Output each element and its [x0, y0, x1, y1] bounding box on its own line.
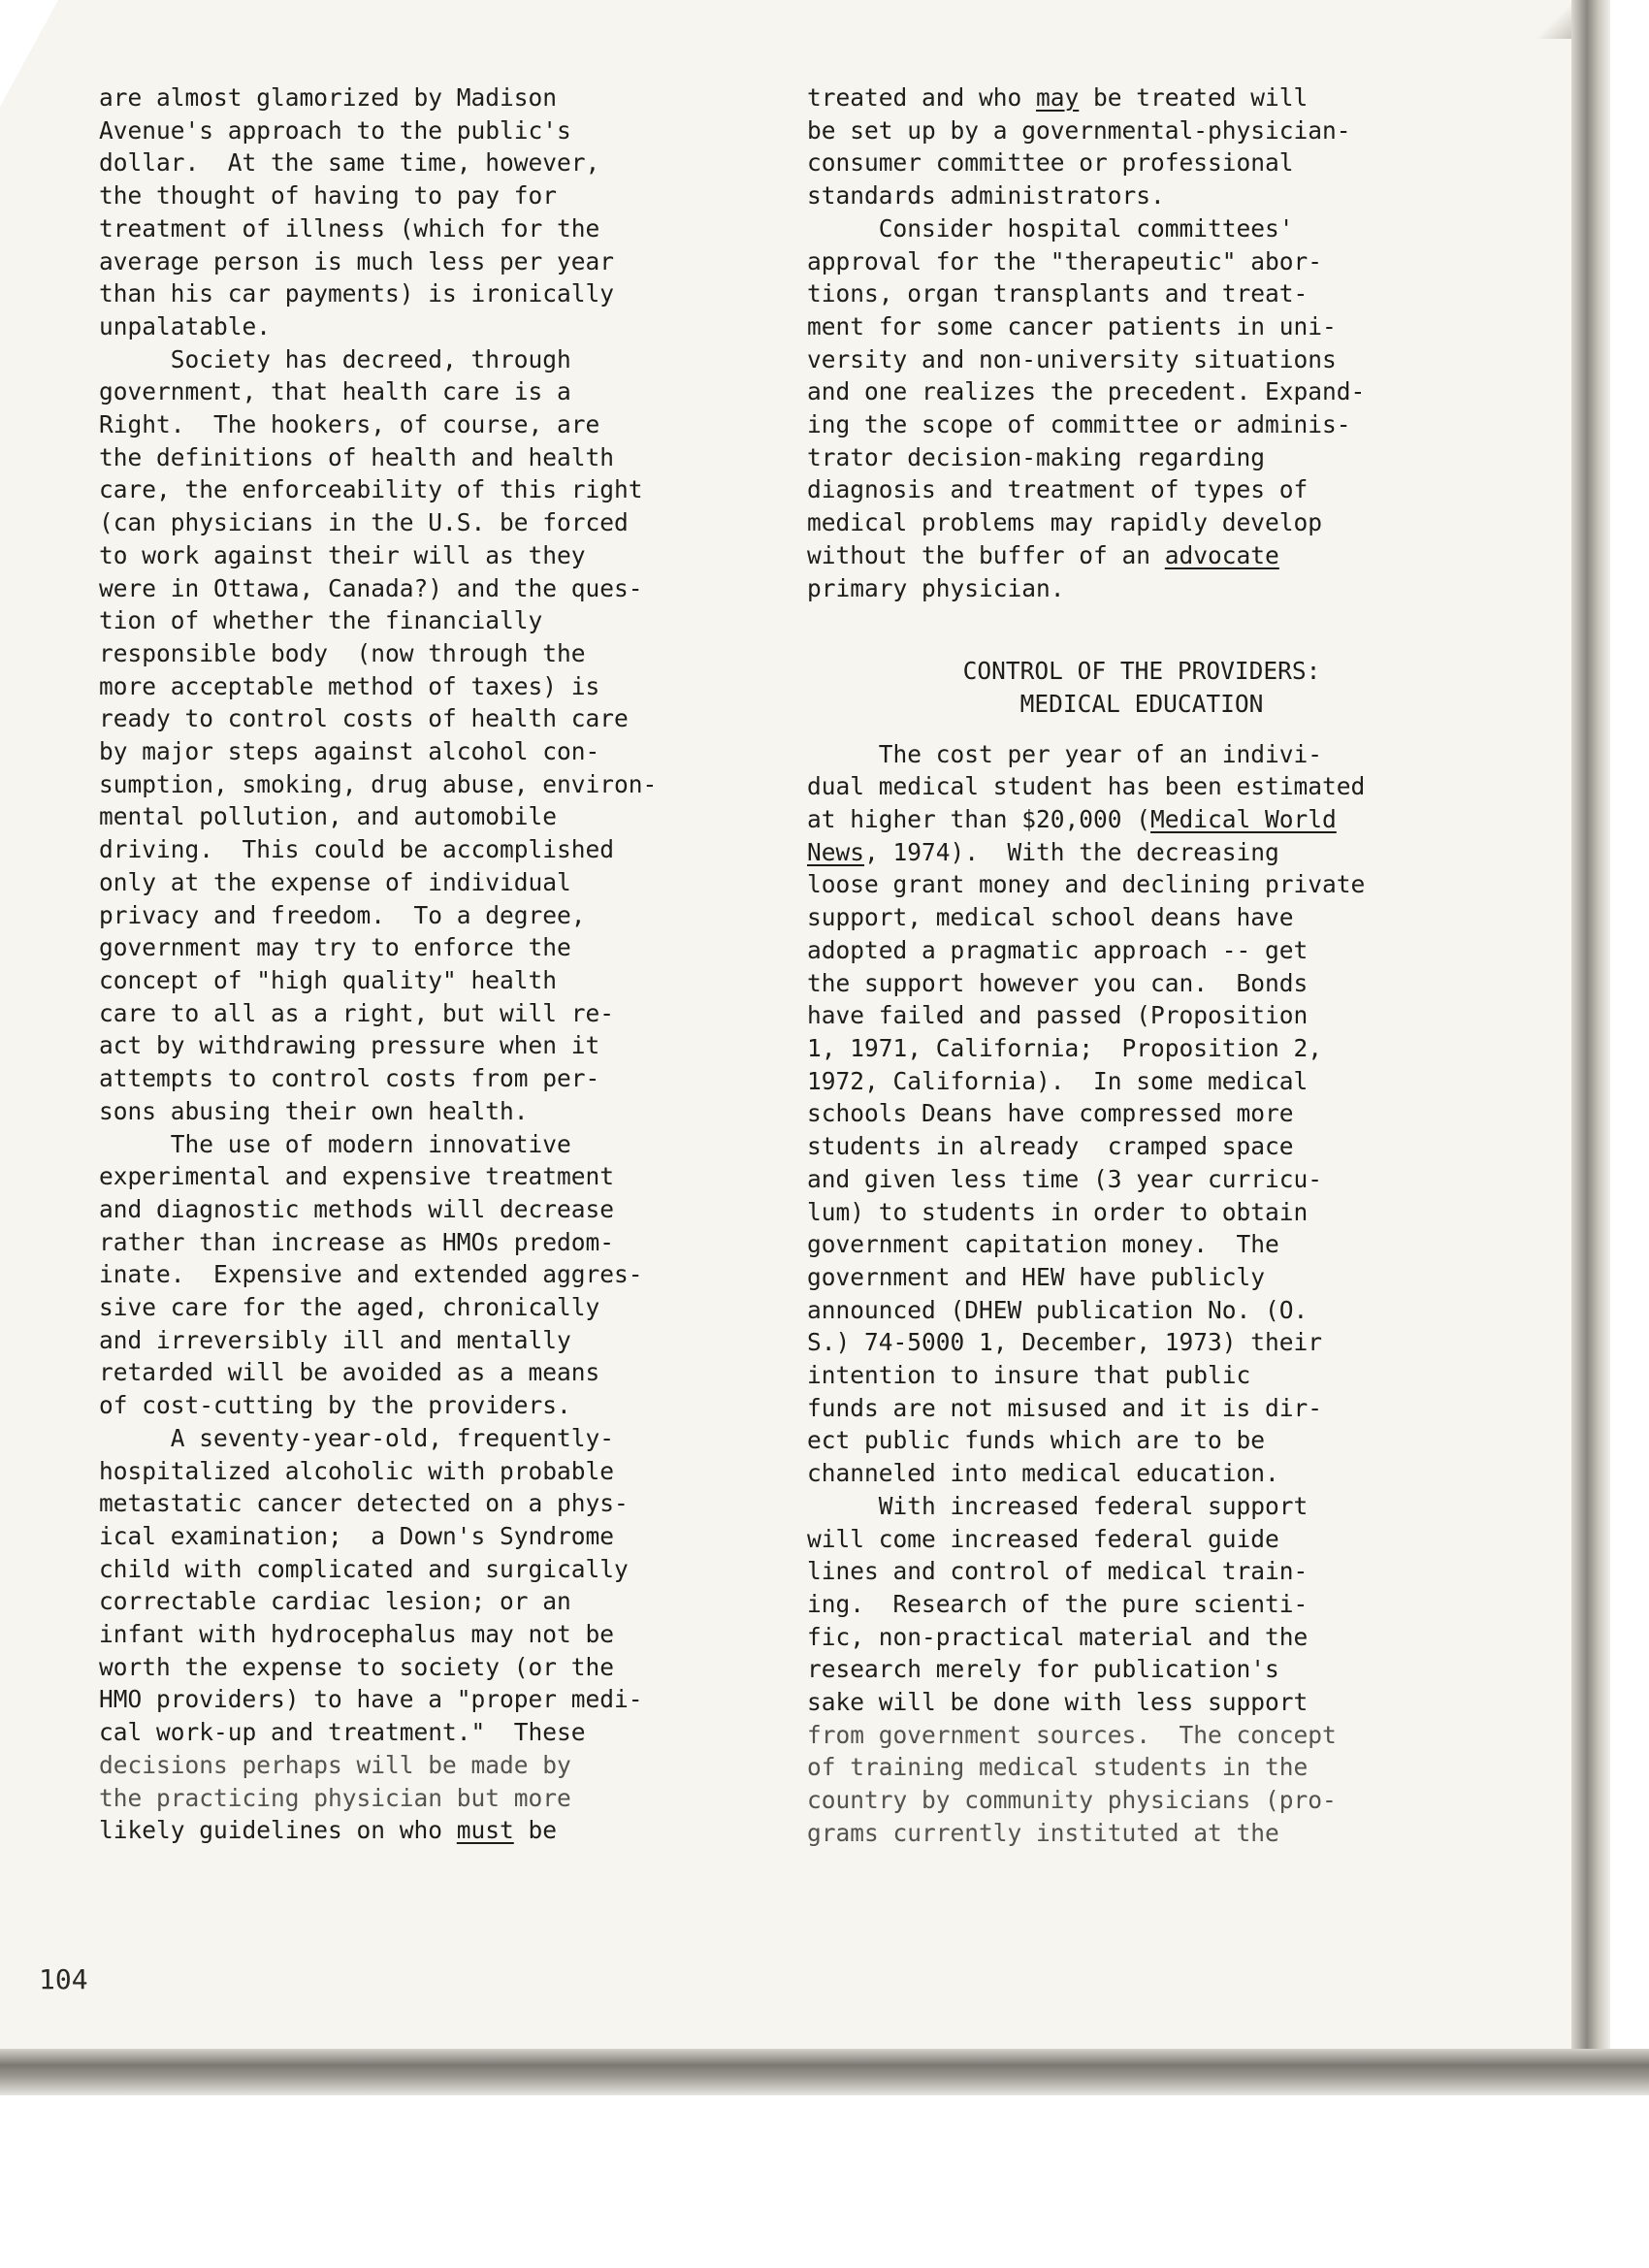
text-line: government may try to enforce the: [99, 933, 571, 962]
text-line: standards administrators.: [807, 181, 1165, 211]
text-line: only at the expense of individual: [99, 867, 571, 896]
text-line: care to all as a right, but will re-: [99, 998, 615, 1027]
text-line: are almost glamorized by Madison: [99, 83, 558, 112]
heading-line: MEDICAL EDUCATION: [1019, 689, 1264, 718]
text-line: The cost per year of an indivi-: [807, 739, 1323, 768]
text-line: the support however you can. Bonds: [807, 968, 1309, 997]
spacer: [807, 721, 1476, 738]
text-line: inate. Expensive and extended aggres-: [99, 1260, 643, 1289]
underlined-word: may: [1036, 83, 1080, 112]
text-line: announced (DHEW publication No. (O.: [807, 1295, 1309, 1324]
paragraph: [99, 1422, 759, 1847]
text-line: and irreversibly ill and mentally: [99, 1325, 571, 1354]
text-line: dual medical student has been estimated: [807, 772, 1366, 801]
text-line: to work against their will as they: [99, 540, 586, 569]
text-line: treatment of illness (which for the: [99, 213, 600, 243]
text-line: 1, 1971, California; Proposition 2,: [807, 1033, 1323, 1062]
text-line: [807, 836, 1476, 869]
text-line: loose grant money and declining private: [807, 870, 1366, 899]
text-line: intention to insure that public: [807, 1361, 1251, 1390]
underlined-citation: Medical World: [1150, 805, 1337, 834]
text-line: consumer committee or professional: [807, 148, 1294, 178]
text-line: the thought of having to pay for: [99, 181, 558, 211]
text-fragment: be: [513, 1816, 558, 1845]
text-line: channeled into medical education.: [807, 1459, 1279, 1488]
text-fragment: be treated will: [1079, 83, 1309, 112]
text-line: lum) to students in order to obtain: [807, 1197, 1309, 1226]
text-line: S.) 74-5000 1, December, 1973) their: [807, 1328, 1323, 1357]
text-line: diagnosis and treatment of types of: [807, 475, 1309, 504]
text-line: trator decision-making regarding: [807, 442, 1266, 471]
text-line: schools Deans have compressed more: [807, 1099, 1294, 1128]
text-line: versity and non-university situations: [807, 344, 1337, 373]
text-line: government, that health care is a: [99, 377, 571, 406]
paragraph: [807, 738, 1476, 1490]
text-line: medical problems may rapidly develop: [807, 508, 1323, 537]
text-line: worth the expense to society (or the: [99, 1652, 615, 1681]
text-line: Right. The hookers, of course, are: [99, 410, 600, 439]
text-line: With increased federal support: [807, 1491, 1309, 1520]
heading-line: CONTROL OF THE PROVIDERS:: [962, 657, 1321, 686]
section-heading: [807, 655, 1476, 720]
page-number: 104: [39, 1963, 88, 1995]
text-line: and diagnostic methods will decrease: [99, 1194, 615, 1223]
text-line: retarded will be avoided as a means: [99, 1358, 600, 1387]
text-line: than his car payments) is ironically: [99, 279, 615, 308]
text-line: A seventy-year-old, frequently-: [99, 1423, 615, 1452]
text-line: experimental and expensive treatment: [99, 1162, 615, 1191]
folded-corner: [0, 0, 58, 107]
text-line: child with complicated and surgically: [99, 1554, 629, 1583]
text-line: tion of whether the financially: [99, 606, 543, 635]
text-line: care, the enforceability of this right: [99, 475, 643, 504]
text-line: [807, 803, 1476, 836]
text-line: privacy and freedom. To a degree,: [99, 900, 586, 929]
text-line: driving. This could be accomplished: [99, 835, 615, 864]
text-line: correctable cardiac lesion; or an: [99, 1587, 571, 1616]
text-line: unpalatable.: [99, 311, 272, 340]
paragraph: [99, 1128, 759, 1422]
text-fragment: likely guidelines on who: [99, 1816, 457, 1845]
text-line: hospitalized alcoholic with probable: [99, 1456, 615, 1485]
paragraph: [807, 212, 1476, 604]
paragraph: [99, 343, 759, 1128]
underlined-word: advocate: [1164, 540, 1279, 569]
text-line: act by withdrawing pressure when it: [99, 1031, 600, 1060]
text-line: government capitation money. The: [807, 1230, 1279, 1259]
right-column: [807, 81, 1476, 1850]
text-line: the practicing physician but more: [99, 1783, 571, 1812]
text-line: dollar. At the same time, however,: [99, 148, 600, 178]
text-line: will come increased federal guide: [807, 1524, 1279, 1553]
text-line: Society has decreed, through: [99, 344, 571, 373]
text-line: mental pollution, and automobile: [99, 802, 558, 831]
text-line: by major steps against alcohol con-: [99, 737, 600, 766]
text-line: ready to control costs of health care: [99, 704, 629, 733]
text-fragment: treated and who: [807, 83, 1037, 112]
text-line: attempts to control costs from per-: [99, 1064, 600, 1093]
text-line: sake will be done with less support: [807, 1688, 1309, 1717]
text-line: support, medical school deans have: [807, 903, 1294, 932]
text-line: more acceptable method of taxes) is: [99, 671, 600, 700]
underlined-word: must: [456, 1816, 514, 1845]
left-column: [99, 81, 759, 1847]
text-line: and given less time (3 year curricu-: [807, 1164, 1323, 1193]
text-line: ment for some cancer patients in uni-: [807, 311, 1337, 340]
text-line: and one realizes the precedent. Expand-: [807, 377, 1366, 406]
paragraph: [807, 1490, 1476, 1850]
text-line: approval for the "therapeutic" abor-: [807, 246, 1323, 275]
text-line: country by community physicians (pro-: [807, 1786, 1337, 1815]
text-line: cal work-up and treatment." These: [99, 1718, 586, 1747]
text-line: ical examination; a Down's Syndrome: [99, 1521, 615, 1550]
text-line: [99, 1814, 759, 1847]
text-line: (can physicians in the U.S. be forced: [99, 508, 629, 537]
text-line: grams currently instituted at the: [807, 1818, 1279, 1847]
text-line: ing the scope of committee or adminis-: [807, 410, 1351, 439]
text-fragment: , 1974). With the decreasing: [864, 837, 1279, 866]
text-line: ect public funds which are to be: [807, 1426, 1266, 1455]
page-edge-bottom: [0, 2049, 1649, 2095]
text-line: The use of modern innovative: [99, 1129, 571, 1158]
text-line: concept of "high quality" health: [99, 965, 558, 994]
text-line: research merely for publication's: [807, 1655, 1279, 1684]
text-line: infant with hydrocephalus may not be: [99, 1620, 615, 1649]
text-line: HMO providers) to have a "proper medi-: [99, 1685, 643, 1714]
text-line: sive care for the aged, chronically: [99, 1293, 600, 1322]
text-line: have failed and passed (Proposition: [807, 1001, 1309, 1030]
text-line: [807, 539, 1476, 572]
text-line: decisions perhaps will be made by: [99, 1750, 571, 1779]
text-line: students in already cramped space: [807, 1132, 1294, 1161]
paragraph: [807, 81, 1476, 212]
underlined-citation: News: [807, 837, 865, 866]
text-line: the definitions of health and health: [99, 442, 615, 471]
text-line: lines and control of medical train-: [807, 1557, 1309, 1586]
text-line: fic, non-practical material and the: [807, 1622, 1309, 1651]
text-line: of cost-cutting by the providers.: [99, 1391, 571, 1420]
text-line: funds are not misused and it is dir-: [807, 1393, 1323, 1422]
text-line: Avenue's approach to the public's: [99, 115, 571, 145]
spacer: [807, 604, 1476, 637]
text-line: adopted a pragmatic approach -- get: [807, 935, 1309, 964]
text-line: sons abusing their own health.: [99, 1096, 529, 1125]
text-line: rather than increase as HMOs predom-: [99, 1227, 615, 1256]
page-edge-right: [1571, 0, 1610, 2071]
text-line: [807, 81, 1476, 114]
text-line: be set up by a governmental-physician-: [807, 115, 1351, 145]
text-line: primary physician.: [807, 573, 1065, 602]
text-fragment: at higher than $20,000 (: [807, 805, 1151, 834]
spacer: [807, 637, 1476, 655]
text-line: government and HEW have publicly: [807, 1262, 1266, 1291]
text-line: metastatic cancer detected on a phys-: [99, 1489, 629, 1518]
text-line: of training medical students in the: [807, 1753, 1309, 1782]
text-line: Consider hospital committees': [807, 213, 1294, 243]
paragraph: [99, 81, 759, 343]
text-line: sumption, smoking, drug abuse, environ-: [99, 769, 658, 798]
text-line: average person is much less per year: [99, 246, 615, 275]
text-fragment: without the buffer of an: [807, 540, 1165, 569]
text-line: tions, organ transplants and treat-: [807, 279, 1309, 308]
text-line: 1972, California). In some medical: [807, 1066, 1309, 1095]
text-line: ing. Research of the pure scienti-: [807, 1589, 1309, 1618]
text-line: were in Ottawa, Canada?) and the ques-: [99, 573, 643, 602]
text-line: from government sources. The concept: [807, 1720, 1337, 1749]
text-line: responsible body (now through the: [99, 638, 586, 667]
